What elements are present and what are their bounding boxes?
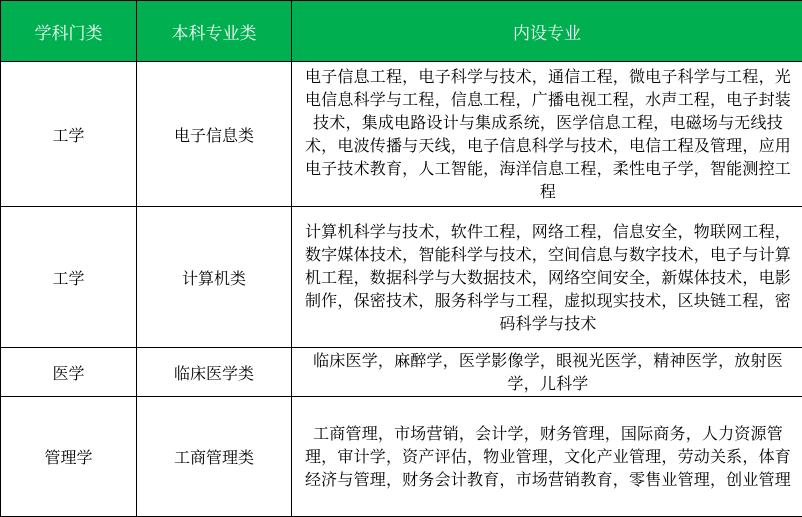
category-cell: 电子信息类 [137, 62, 292, 207]
header-discipline: 学科门类 [1, 1, 137, 62]
header-category: 本科专业类 [137, 1, 292, 62]
table-row [1, 207, 802, 348]
discipline-cell: 工学 [1, 62, 137, 207]
discipline-cell: 管理学 [1, 397, 137, 517]
category-cell: 工商管理类 [137, 397, 292, 517]
majors-cell: 计算机科学与技术，软件工程，网络工程，信息安全，物联网工程，数字媒体技术，智能科学与技术，空间信息与数字技术，电子与计算机工程，数据科学与大数据技术，网络空间安全，新媒体技术，电影制作，保密技术，服务科学与工程，虚拟现实技术，区块链工程，密码科学与技术 [292, 207, 802, 348]
table-row [1, 62, 802, 207]
header-row [1, 1, 802, 62]
category-cell: 临床医学类 [137, 348, 292, 397]
table-row [1, 348, 802, 397]
discipline-cell: 医学 [1, 348, 137, 397]
majors-cell: 工商管理，市场营销，会计学，财务管理，国际商务，人力资源管理，审计学，资产评估，物业管理，文化产业管理，劳动关系，体育经济与管理，财务会计教育，市场营销教育，零售业管理，创业管理 [292, 397, 802, 517]
majors-cell: 临床医学，麻醉学，医学影像学，眼视光医学，精神医学，放射医学，儿科学 [292, 348, 802, 397]
majors-cell: 电子信息工程，电子科学与技术，通信工程，微电子科学与工程，光电信息科学与工程，信息工程，广播电视工程，水声工程，电子封装技术，集成电路设计与集成系统，医学信息工程，电磁场与无线技术，电波传播与天线，电子信息科学与技术，电信工程及管理，应用电子技术教育，人工智能，海洋信息工程，柔性电子学，智能测控工程 [292, 62, 802, 207]
table-row [1, 397, 802, 517]
category-cell: 计算机类 [137, 207, 292, 348]
header-majors: 内设专业 [292, 1, 802, 62]
discipline-cell: 工学 [1, 207, 137, 348]
